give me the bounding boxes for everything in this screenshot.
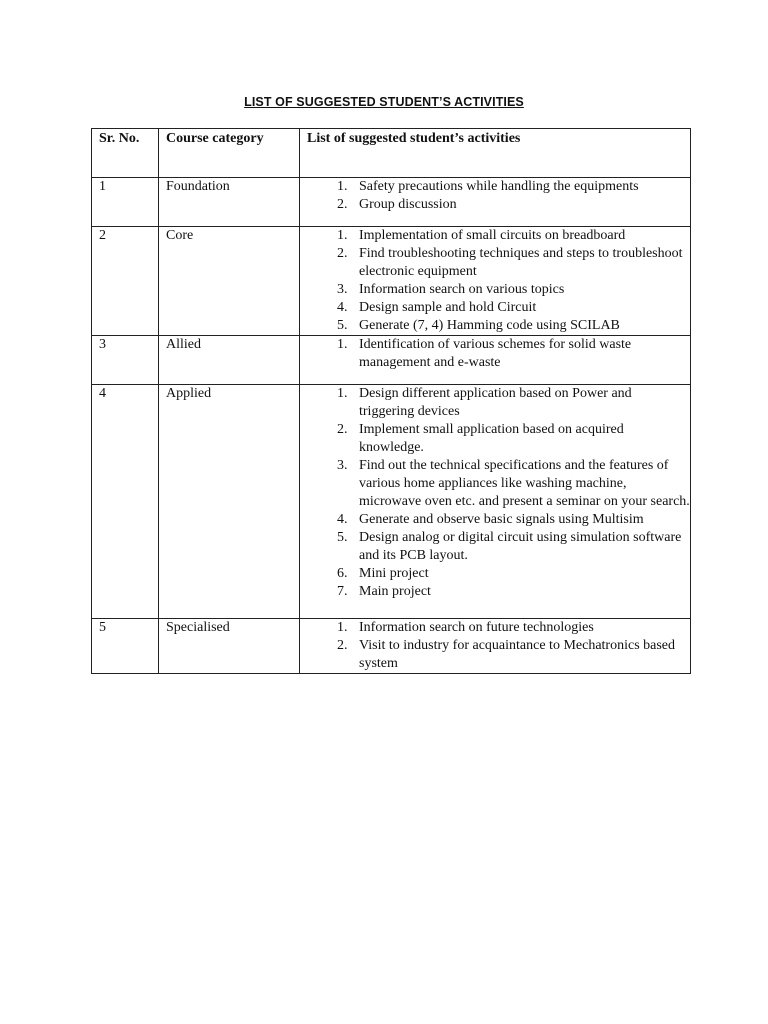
activity-item: 5. Generate (7, 4) Hamming code using SCILAB [351, 317, 690, 335]
activity-list [307, 336, 690, 372]
activities-cell [300, 178, 691, 227]
activity-item: 1. Design different application based on Power and triggering devices [351, 385, 690, 421]
activity-item: 5. Design analog or digital circuit using simulation software and its PCB layout. [351, 529, 690, 565]
sr-no-cell: 3 [92, 336, 159, 385]
activity-item: 1. Safety precautions while handling the equipments [351, 178, 690, 196]
activities-cell [300, 619, 691, 674]
activities-table [91, 128, 691, 674]
table-row [92, 385, 691, 619]
category-cell: Applied [159, 385, 300, 619]
activity-item: 4. Design sample and hold Circuit [351, 299, 690, 317]
activity-item: 3. Find out the technical specifications and the features of various home appliances like washing machine, microwave oven etc. and present a seminar on your search. [351, 457, 690, 511]
activity-item: 3. Information search on various topics [351, 281, 690, 299]
activities-cell [300, 336, 691, 385]
activity-item: 1. Information search on future technologies [351, 619, 690, 637]
document-title: LIST OF SUGGESTED STUDENT’S ACTIVITIES [244, 95, 524, 109]
table-header-row [92, 129, 691, 178]
sr-no-cell: 2 [92, 227, 159, 336]
activity-item: 2. Find troubleshooting techniques and steps to troubleshoot electronic equipment [351, 245, 690, 281]
activity-item: 4. Generate and observe basic signals using Multisim [351, 511, 690, 529]
activities-cell [300, 227, 691, 336]
category-cell: Foundation [159, 178, 300, 227]
category-cell: Specialised [159, 619, 300, 674]
table-row [92, 336, 691, 385]
category-cell: Allied [159, 336, 300, 385]
table-row [92, 178, 691, 227]
sr-no-cell: 5 [92, 619, 159, 674]
activity-list [307, 178, 690, 214]
activity-list [307, 385, 690, 601]
header-activities: List of suggested student’s activities [300, 129, 691, 178]
activities-cell [300, 385, 691, 619]
activity-list [307, 619, 690, 673]
activity-list [307, 227, 690, 335]
activity-item: 7. Main project [351, 583, 690, 601]
header-sr-no: Sr. No. [92, 129, 159, 178]
activity-item: 2. Group discussion [351, 196, 690, 214]
activity-item: 2. Implement small application based on acquired knowledge. [351, 421, 690, 457]
activity-item: 2. Visit to industry for acquaintance to Mechatronics based system [351, 637, 690, 673]
table-row [92, 619, 691, 674]
category-cell: Core [159, 227, 300, 336]
table-row [92, 227, 691, 336]
sr-no-cell: 1 [92, 178, 159, 227]
activity-item: 1. Identification of various schemes for solid waste management and e-waste [351, 336, 690, 372]
activity-item: 1. Implementation of small circuits on breadboard [351, 227, 690, 245]
header-course-category: Course category [159, 129, 300, 178]
sr-no-cell: 4 [92, 385, 159, 619]
activity-item: 6. Mini project [351, 565, 690, 583]
